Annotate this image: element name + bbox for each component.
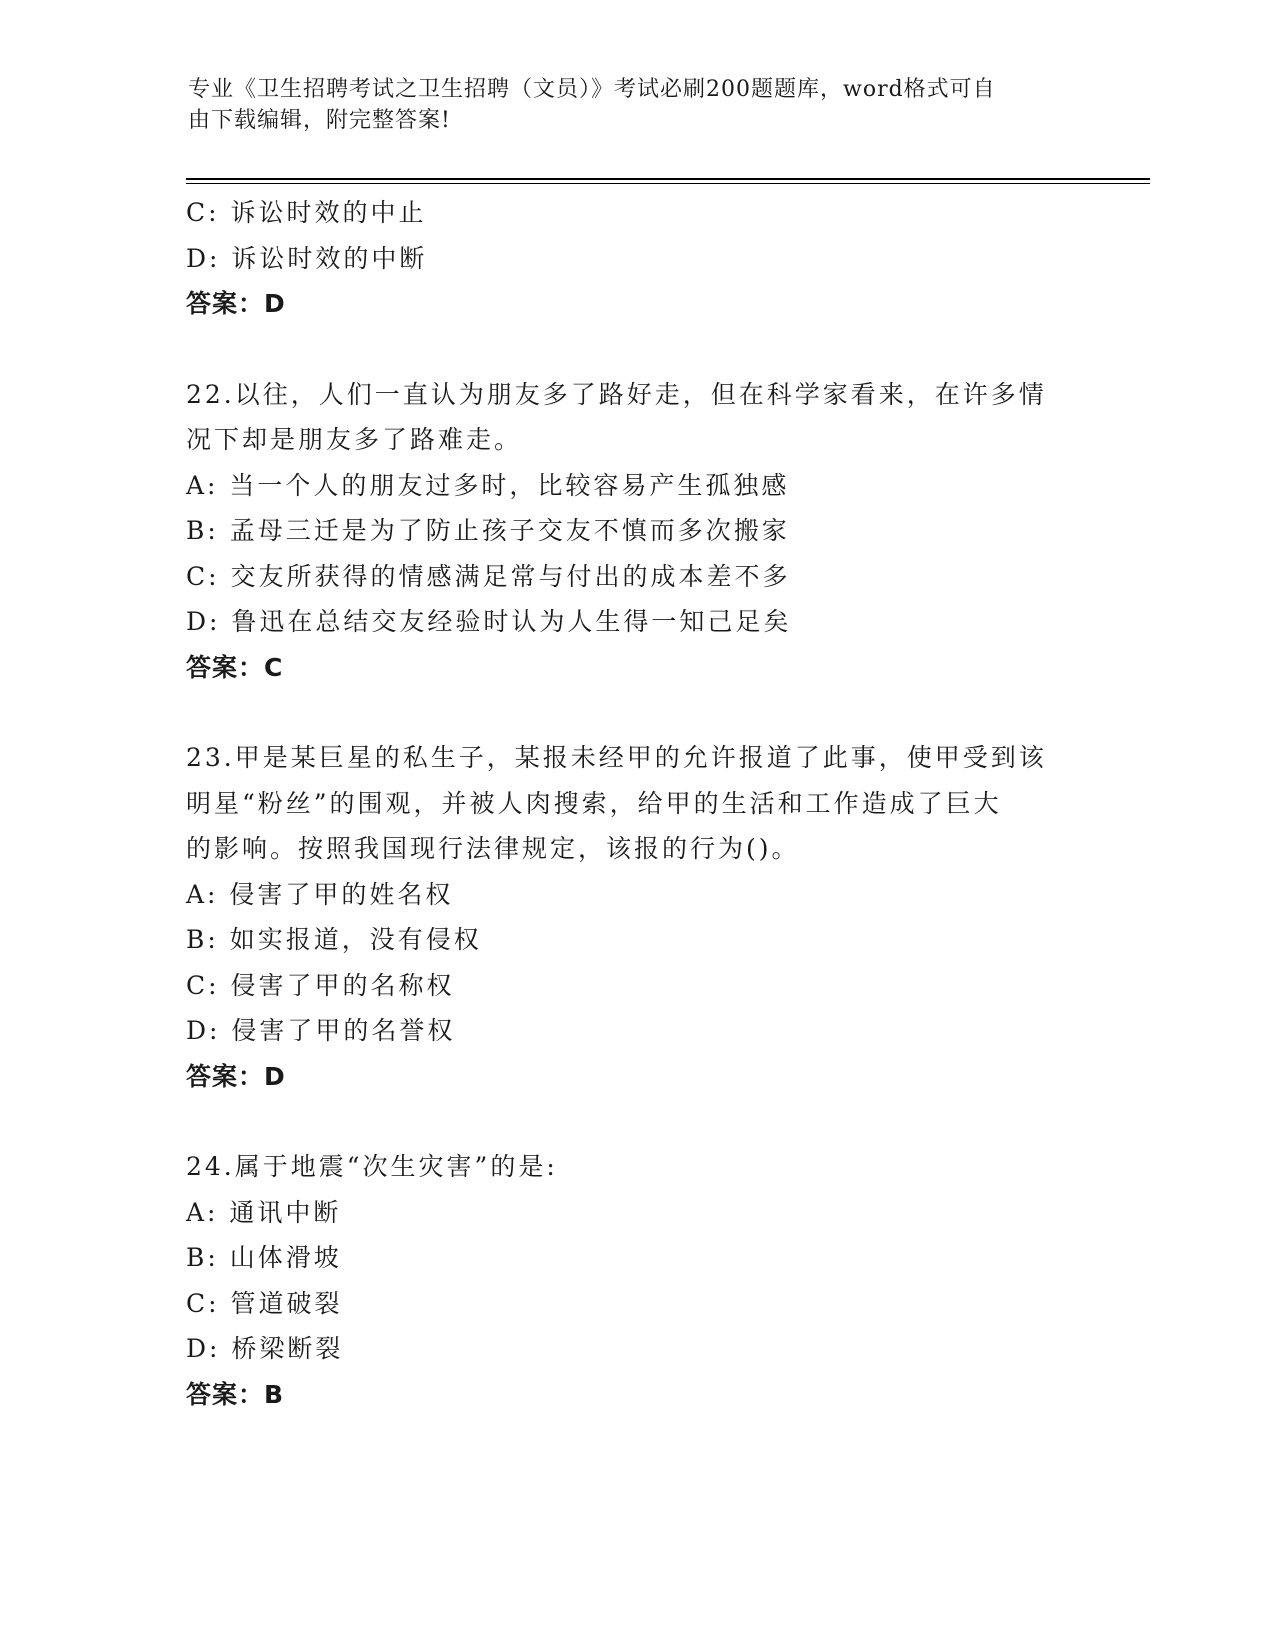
spacer bbox=[186, 1099, 1086, 1144]
question-text: 24.属于地震“次生灾害”的是: bbox=[186, 1152, 558, 1181]
question-text: 明星“粉丝”的围观，并被人肉搜索，给甲的生活和工作造成了巨大 bbox=[186, 788, 1002, 818]
option-a: A: 通讯中断 bbox=[186, 1197, 342, 1227]
option-d: D: 桥梁断裂 bbox=[186, 1334, 344, 1363]
header-line-1: 专业《卫生招聘考试之卫生招聘（文员）》考试必刷200题题库，word格式可自 bbox=[188, 77, 996, 102]
question-text: 的影响。按照我国现行法律规定，该报的行为()。 bbox=[186, 834, 800, 863]
option-b: B: 如实报道，没有侵权 bbox=[186, 925, 482, 954]
question-text: 23.甲是某巨星的私生子，某报未经甲的允许报道了此事，使甲受到该 bbox=[186, 743, 1047, 772]
option-a: A: 当一个人的朋友过多时，比较容易产生孤独感 bbox=[186, 470, 790, 500]
spacer bbox=[186, 690, 1086, 735]
question-22 bbox=[186, 372, 1086, 691]
header-divider-thin bbox=[186, 183, 1150, 184]
answer-line: 答案：B bbox=[186, 1379, 285, 1409]
option-d: D: 鲁迅在总结交友经验时认为人生得一知己足矣 bbox=[186, 607, 792, 636]
option-b: B: 孟母三迁是为了防止孩子交友不慎而多次搬家 bbox=[186, 516, 790, 545]
header-divider-thick bbox=[186, 178, 1150, 180]
option-d: D: 侵害了甲的名誉权 bbox=[186, 1016, 456, 1045]
question-list bbox=[186, 190, 1086, 1417]
header-line-2: 由下载编辑，附完整答案! bbox=[188, 108, 451, 133]
question-24 bbox=[186, 1144, 1086, 1417]
answer-line: 答案：C bbox=[186, 652, 284, 682]
question-23 bbox=[186, 735, 1086, 1099]
option-d: D: 诉讼时效的中断 bbox=[186, 243, 428, 273]
document-header bbox=[188, 74, 1068, 136]
answer-line: 答案：D bbox=[186, 1061, 286, 1091]
option-c: C: 交友所获得的情感满足常与付出的成本差不多 bbox=[186, 561, 791, 591]
answer-line: 答案：D bbox=[186, 289, 286, 318]
question-text: 况下却是朋友多了路难走。 bbox=[186, 425, 523, 454]
option-c: C: 诉讼时效的中止 bbox=[186, 198, 427, 227]
option-c: C: 管道破裂 bbox=[186, 1288, 343, 1318]
spacer bbox=[186, 327, 1086, 372]
option-c: C: 侵害了甲的名称权 bbox=[186, 970, 455, 1000]
question-text: 22.以往，人们一直认为朋友多了路好走，但在科学家看来，在许多情 bbox=[186, 379, 1047, 409]
option-a: A: 侵害了甲的姓名权 bbox=[186, 879, 454, 909]
option-b: B: 山体滑坡 bbox=[186, 1243, 342, 1272]
question-21-tail bbox=[186, 190, 1086, 327]
